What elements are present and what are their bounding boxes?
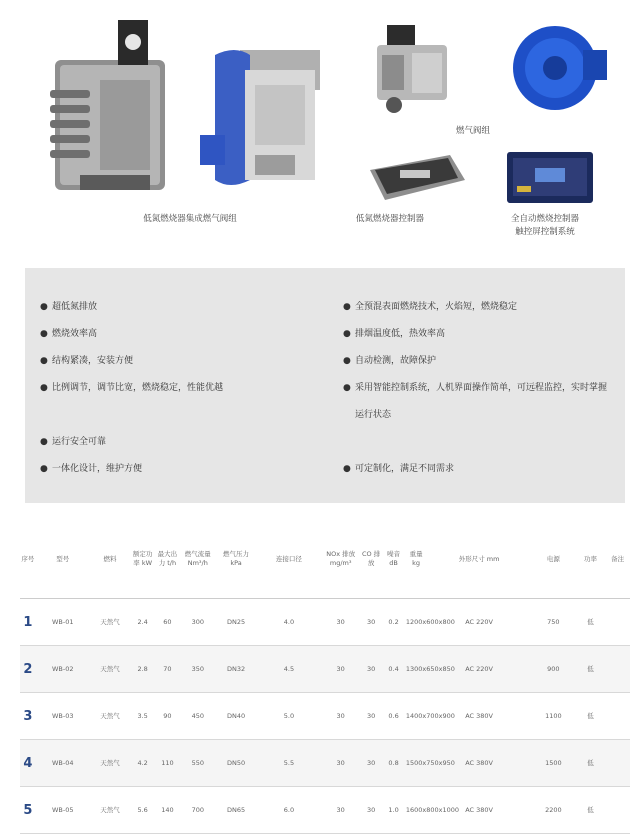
table-cell: 30 bbox=[322, 646, 360, 693]
table-cell: AC 220V bbox=[427, 646, 531, 693]
table-cell: 0.4 bbox=[382, 646, 405, 693]
table-cell: 70 bbox=[155, 646, 180, 693]
column-header: 额定功率 kW bbox=[130, 520, 155, 599]
bullet-icon: ● bbox=[40, 383, 48, 393]
table-cell: 6.0 bbox=[256, 787, 321, 834]
gas-valve-caption: 燃气阀组 bbox=[455, 126, 490, 136]
table-cell: 750 bbox=[531, 599, 576, 646]
touch-screen-image bbox=[505, 150, 595, 205]
feature-item: ● 可定制化，满足不同需求 bbox=[343, 456, 613, 483]
table-cell: 2200 bbox=[531, 787, 576, 834]
column-header: 序号 bbox=[20, 520, 36, 599]
controller-caption: 低氮燃烧器控制器 bbox=[355, 214, 424, 224]
table-cell bbox=[605, 740, 630, 787]
blower-fan-image bbox=[505, 20, 610, 115]
table-cell: 2.4 bbox=[130, 599, 155, 646]
column-header: 外形尺寸 mm bbox=[427, 520, 531, 599]
table-row bbox=[20, 693, 630, 740]
features-left-column bbox=[40, 294, 320, 483]
table-cell: 0.8 bbox=[382, 740, 405, 787]
table-cell: 1100 bbox=[531, 693, 576, 740]
table-cell: 0.2 bbox=[382, 599, 405, 646]
table-cell: 30 bbox=[322, 740, 360, 787]
spec-table bbox=[20, 520, 630, 834]
table-cell: 900 bbox=[531, 646, 576, 693]
bullet-icon: ● bbox=[40, 356, 48, 366]
bullet-icon: ● bbox=[40, 464, 48, 474]
features-panel bbox=[25, 268, 625, 503]
table-cell: 30 bbox=[360, 646, 383, 693]
table-cell: 5.6 bbox=[130, 787, 155, 834]
feature-item: ● 一体化设计，维护方便 bbox=[40, 456, 320, 483]
table-cell: 30 bbox=[322, 599, 360, 646]
table-row bbox=[20, 599, 630, 646]
feature-item: ● 运行安全可靠 bbox=[40, 429, 320, 456]
table-cell: 30 bbox=[360, 599, 383, 646]
column-header: 燃料 bbox=[90, 520, 131, 599]
gas-valve-image bbox=[372, 25, 452, 115]
table-cell: 2.8 bbox=[130, 646, 155, 693]
column-header: 燃气压力 kPa bbox=[216, 520, 257, 599]
column-header: 噪音 dB bbox=[382, 520, 405, 599]
column-header: 型号 bbox=[36, 520, 90, 599]
table-cell: 1500x750x950 bbox=[405, 740, 428, 787]
bullet-icon: ● bbox=[40, 437, 48, 447]
feature-item: ● 超低氮排放 bbox=[40, 294, 320, 321]
table-cell: 低 bbox=[576, 787, 605, 834]
table-cell: 4.2 bbox=[130, 740, 155, 787]
column-header: 备注 bbox=[605, 520, 630, 599]
bullet-icon: ● bbox=[40, 302, 48, 312]
table-cell: 低 bbox=[576, 646, 605, 693]
table-cell: 1600x800x1000 bbox=[405, 787, 428, 834]
table-cell: 110 bbox=[155, 740, 180, 787]
bullet-icon: ● bbox=[343, 329, 351, 339]
touch-screen-caption-line2: 触控屏控制系统 bbox=[515, 227, 575, 237]
table-cell: 300 bbox=[180, 599, 216, 646]
table-cell: 5.0 bbox=[256, 693, 321, 740]
bullet-icon: ● bbox=[40, 329, 48, 339]
row-index-cell: 3 bbox=[20, 693, 36, 740]
table-cell: 60 bbox=[155, 599, 180, 646]
bullet-icon: ● bbox=[343, 464, 351, 474]
feature-item: ● 比例调节，调节比宽，燃烧稳定，性能优越 bbox=[40, 375, 320, 429]
burner-valve-caption: 低氮燃烧器集成燃气阀组 bbox=[143, 214, 237, 224]
table-cell: DN65 bbox=[216, 787, 257, 834]
bullet-icon: ● bbox=[343, 356, 351, 366]
table-cell: DN32 bbox=[216, 646, 257, 693]
table-cell bbox=[605, 787, 630, 834]
combustion-controller-image bbox=[360, 150, 470, 205]
table-row bbox=[20, 646, 630, 693]
feature-item: ● 排烟温度低，热效率高 bbox=[343, 321, 613, 348]
table-cell: 天然气 bbox=[90, 787, 131, 834]
product-gallery bbox=[0, 0, 640, 250]
table-cell: AC 380V bbox=[427, 693, 531, 740]
feature-item: ● 采用智能控制系统，人机界面操作简单，可远程监控，实时掌握运行状态 bbox=[343, 375, 613, 456]
column-header: 最大出力 t/h bbox=[155, 520, 180, 599]
feature-item: ● 燃烧效率高 bbox=[40, 321, 320, 348]
table-cell: 450 bbox=[180, 693, 216, 740]
column-header: NOx 排放 mg/m³ bbox=[322, 520, 360, 599]
burner-valve-assembly-image bbox=[40, 20, 180, 200]
table-body bbox=[20, 599, 630, 834]
column-header: 功率 bbox=[576, 520, 605, 599]
table-cell: 1400x700x900 bbox=[405, 693, 428, 740]
table-cell: WB-03 bbox=[36, 693, 90, 740]
table-cell: 1.0 bbox=[382, 787, 405, 834]
table-cell: AC 380V bbox=[427, 740, 531, 787]
column-header: CO 排放 bbox=[360, 520, 383, 599]
column-header: 电源 bbox=[531, 520, 576, 599]
row-index-cell: 5 bbox=[20, 787, 36, 834]
table-cell: 低 bbox=[576, 740, 605, 787]
column-header: 连接口径 bbox=[256, 520, 321, 599]
row-index-cell: 2 bbox=[20, 646, 36, 693]
table-cell bbox=[605, 646, 630, 693]
column-header: 燃气流量 Nm³/h bbox=[180, 520, 216, 599]
table-cell: WB-02 bbox=[36, 646, 90, 693]
table-cell: 30 bbox=[322, 787, 360, 834]
table-cell: 30 bbox=[360, 740, 383, 787]
table-cell: 天然气 bbox=[90, 693, 131, 740]
table-cell: DN50 bbox=[216, 740, 257, 787]
table-cell: 低 bbox=[576, 693, 605, 740]
table-cell: DN40 bbox=[216, 693, 257, 740]
feature-item: ● 自动检测，故障保护 bbox=[343, 348, 613, 375]
bullet-icon: ● bbox=[343, 383, 351, 393]
table-cell: AC 380V bbox=[427, 787, 531, 834]
row-index-cell: 1 bbox=[20, 599, 36, 646]
bullet-icon: ● bbox=[343, 302, 351, 312]
table-cell: 4.0 bbox=[256, 599, 321, 646]
table-cell: 4.5 bbox=[256, 646, 321, 693]
table-cell: WB-05 bbox=[36, 787, 90, 834]
table-cell: 1300x650x850 bbox=[405, 646, 428, 693]
table-cell: 30 bbox=[360, 693, 383, 740]
column-header: 重量 kg bbox=[405, 520, 428, 599]
row-index-cell: 4 bbox=[20, 740, 36, 787]
table-cell: 1200x600x800 bbox=[405, 599, 428, 646]
table-cell: 天然气 bbox=[90, 646, 131, 693]
table-cell: 3.5 bbox=[130, 693, 155, 740]
table-cell bbox=[605, 599, 630, 646]
table-cell: AC 220V bbox=[427, 599, 531, 646]
table-cell: 700 bbox=[180, 787, 216, 834]
table-row bbox=[20, 787, 630, 834]
features-right-column bbox=[343, 294, 613, 483]
table-cell: WB-04 bbox=[36, 740, 90, 787]
table-row bbox=[20, 740, 630, 787]
table-cell bbox=[605, 693, 630, 740]
table-cell: DN25 bbox=[216, 599, 257, 646]
table-cell: 0.6 bbox=[382, 693, 405, 740]
table-cell: 550 bbox=[180, 740, 216, 787]
table-cell: 350 bbox=[180, 646, 216, 693]
table-cell: 1500 bbox=[531, 740, 576, 787]
table-header-row bbox=[20, 520, 630, 599]
table-cell: 低 bbox=[576, 599, 605, 646]
table-cell: 90 bbox=[155, 693, 180, 740]
table-cell: 天然气 bbox=[90, 599, 131, 646]
table-cell: 30 bbox=[360, 787, 383, 834]
table-cell: 30 bbox=[322, 693, 360, 740]
table-cell: WB-01 bbox=[36, 599, 90, 646]
touch-screen-caption-line1: 全自动燃烧控制器 bbox=[510, 214, 579, 224]
table-cell: 5.5 bbox=[256, 740, 321, 787]
feature-item: ● 全预混表面燃烧技术，火焰短，燃烧稳定 bbox=[343, 294, 613, 321]
spec-table-wrapper bbox=[20, 520, 630, 834]
burner-controller-image bbox=[195, 40, 325, 200]
table-cell: 天然气 bbox=[90, 740, 131, 787]
feature-item: ● 结构紧凑，安装方便 bbox=[40, 348, 320, 375]
table-cell: 140 bbox=[155, 787, 180, 834]
